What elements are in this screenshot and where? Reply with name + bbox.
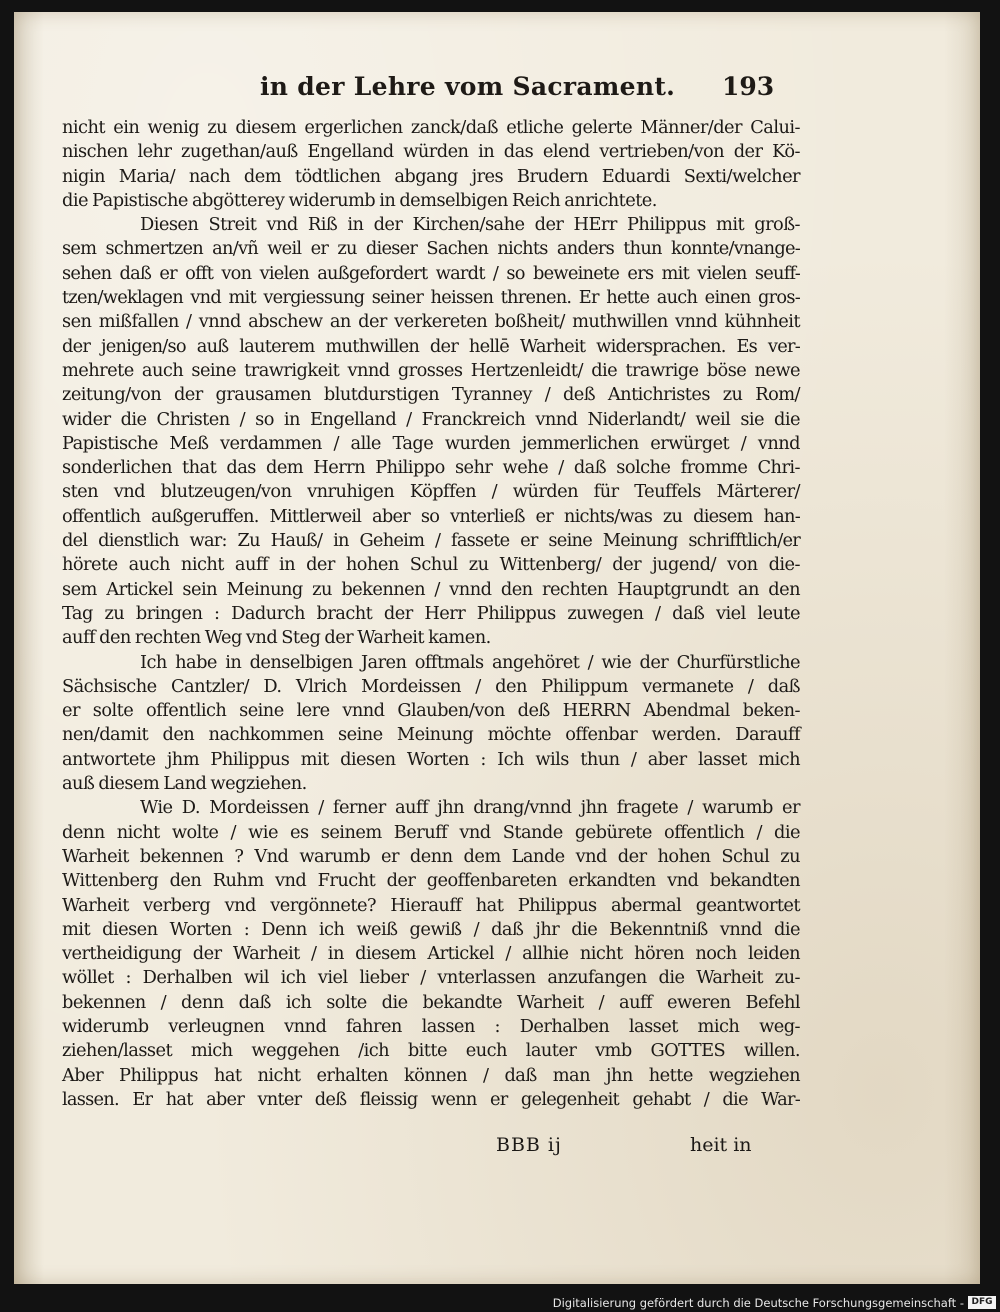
signature-mark: BBB ij [496,1134,562,1156]
text-line: wider die Christen / so in Engelland / Franckreich vnnd Niderlandt/ weil sie die [62,408,800,430]
text-line: offentlich außgeruffen. Mittlerweil aber so vnterließ er nichts/was zu diesem han- [62,505,800,527]
text-line: nischen lehr zugethan/auß Engelland würden in das elend vertrieben/von der Kö- [62,141,800,163]
page-header [14,72,980,108]
catchword: heit in [690,1134,752,1156]
text-line: sehen daß er offt von vielen außgefordert wardt / so beweinete ers mit vielen seuff- [62,262,800,284]
text-line: tzen/weklagen vnd mit vergiessung seiner heissen threnen. Er hette auch einen gros- [62,287,800,309]
text-line: ziehen/lasset mich weggehen /ich bitte euch lauter vmb GOTTES willen. [62,1040,800,1062]
text-line: die Papistische abgötterey widerumb in demselbigen Reich anrichtete. [62,189,657,211]
paragraph-start-line: Ich habe in denselbigen Jaren offtmals angehöret / wie der Churfürstliche [140,651,800,673]
body-text [62,116,800,1112]
text-line: sem Artickel sein Meinung zu bekennen / vnnd den rechten Hauptgrundt an den [62,578,800,600]
text-line: sonderlichen that das dem Herrn Philippo sehr wehe / daß solche fromme Chri- [62,457,800,479]
text-line: sten vnd blutzeugen/von vnruhigen Köpffen / würden für Teuffels Märterer/ [62,481,800,503]
text-line: sem schmertzen an/vñ weil er zu dieser Sachen nichts anders thun konnte/vnange- [62,238,800,260]
text-line: lassen. Er hat aber vnter deß fleissig wenn er gelegenheit gehabt / die War- [62,1088,800,1110]
text-line: zeitung/von der grausamen blutdurstigen Tyranney / deß Antichristes zu Rom/ [62,384,800,406]
text-line: er solte offentlich seine lere vnnd Glauben/von deß HERRN Abendmal beken- [62,700,800,722]
text-line: auff den rechten Weg vnd Steg der Warheit kamen. [62,627,491,649]
text-line: nigin Maria/ nach dem tödtlichen abgang jres Brudern Eduardi Sexti/welcher [62,165,800,187]
text-line: nicht ein wenig zu diesem ergerlichen zanck/daß etliche gelerte Männer/der Calui- [62,117,800,138]
text-line: vertheidigung der Warheit / in diesem Artickel / allhie nicht hören noch leiden [62,943,800,965]
text-line: nen/damit den nachkommen seine Meinung möchte offenbar werden. Darauff [62,724,800,746]
text-line: mit diesen Worten : Denn ich weiß gewiß / daß jhr die Bekenntniß vnnd die [62,918,800,940]
text-line: widerumb verleugnen vnnd fahren lassen : Derhalben lasset mich weg- [62,1015,800,1037]
text-line: Aber Philippus hat nicht erhalten können / daß man jhn hette wegziehen [62,1064,800,1086]
text-line: Wittenberg den Ruhm vnd Frucht der geoffenbareten erkandten vnd bekandten [62,870,800,892]
text-line: auß diesem Land wegziehen. [62,773,307,795]
text-line: hörete auch nicht auff in der hohen Schul zu Wittenberg/ der jugend/ von die- [62,554,800,576]
text-line: del dienstlich war: Zu Hauß/ in Geheim / fassete er seine Meinung schrifftlich/er [62,530,800,552]
text-line: denn nicht wolte / wie es seinem Beruff vnd Stande gebürete offentlich / die [62,821,800,843]
text-line: Warheit verberg vnd vergönnete? Hierauff hat Philippus abermal geantwortet [62,894,800,916]
text-line: bekennen / denn daß ich solte die bekandte Warheit / auff eweren Befehl [62,991,800,1013]
page-footer-line [14,1134,980,1162]
text-line: mehrete auch seine trawrigkeit vnnd grosses Hertzenleidt/ die trawrige böse newe [62,359,800,381]
paragraph-start-line: Diesen Streit vnd Riß in der Kirchen/sahe der HErr Philippus mit groß- [140,214,800,236]
text-line: Warheit bekennen ? Vnd warumb er denn dem Lande vnd der hohen Schul zu [62,845,800,867]
text-line: der jenigen/so auß lauterem muthwillen der hellē Warheit widersprachen. Es ver- [62,335,800,357]
text-line: Papistische Meß verdammen / alle Tage wurden jemmerlichen erwürget / vnnd [62,432,800,454]
running-title: in der Lehre vom Sacrament. [260,72,676,101]
text-line: wöllet : Derhalben wil ich viel lieber / vnterlassen anzufangen die Warheit zu- [62,967,800,989]
paragraph-start-line: Wie D. Mordeissen / ferner auff jhn drang/vnnd jhn fragete / warumb er [140,797,800,819]
dfg-logo: DFG [968,1296,996,1309]
text-line: Tag zu bringen : Dadurch bracht der Herr Philippus zuwegen / daß viel leute [62,602,800,624]
page-number: 193 [722,72,775,101]
text-line: antwortete jhm Philippus mit diesen Worten : Ich wils thun / aber lasset mich [62,748,800,770]
digitization-credit: Digitalisierung gefördert durch die Deutsche Forschungsgemeinschaft - [552,1296,964,1310]
text-line: Sächsische Cantzler/ D. Vlrich Mordeissen / den Philippum vermanete / daß [62,675,800,697]
text-line: sen mißfallen / vnnd abschew an der verkereten boßheit/ muthwillen vnnd kühnheit [62,311,800,333]
book-page [14,12,980,1284]
